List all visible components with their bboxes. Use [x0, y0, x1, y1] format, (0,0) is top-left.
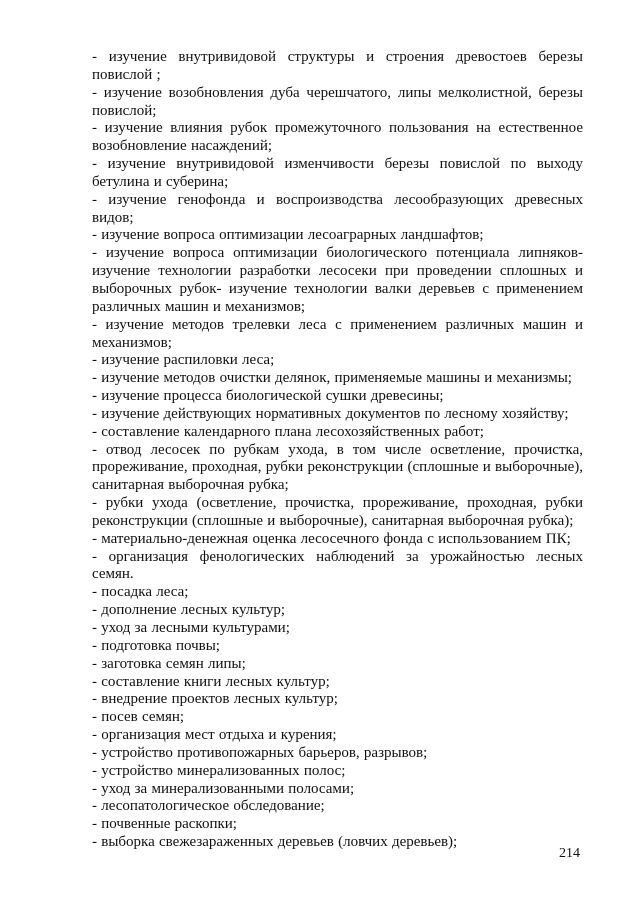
list-item: - выборка свежезараженных деревьев (ловчих деревьев);: [92, 834, 458, 851]
list-item: - уход за минерализованными полосами;: [92, 780, 355, 797]
list-item: - изучение возобновления дуба черешчатого, липы мелколистной, березы повислой;: [92, 84, 583, 119]
work-list: [92, 49, 583, 852]
list-item: - организация мест отдыха и курения;: [92, 727, 337, 744]
list-item: - лесопатологическое обследование;: [92, 798, 325, 815]
list-item: - устройство минерализованных полос;: [92, 762, 346, 779]
list-item: - уход за лесными культурами;: [92, 620, 290, 636]
list-item: - составление календарного плана лесохозяйственных работ;: [92, 423, 484, 440]
list-item: - изучение внутривидовой структуры и строения древостоев березы повислой ;: [92, 49, 583, 83]
list-item: - рубки ухода (осветление, прочистка, прореживание, проходная, рубки реконструкции (сплошные и выборочные), санитарная выборочная рубка);: [92, 495, 583, 529]
list-item: - изучение вопроса оптимизации биологического потенциала липняков-изучение технологии разработки лесосеки при проведении сплошных и выборочных рубок- изучение технологии валки деревьев с применением различных машин и механизмов;: [92, 245, 583, 315]
list-item: - подготовка почвы;: [92, 637, 220, 654]
list-item: - изучение процесса биологической сушки древесины;: [92, 388, 444, 405]
page-number: 214: [559, 846, 580, 861]
list-item: - отвод лесосек по рубкам ухода, в том числе осветление, прочистка, прореживание, проходная, рубки реконструкции (сплошные и выборочные), санитарная выборочная рубка;: [92, 441, 583, 494]
list-item: - посев семян;: [92, 709, 185, 726]
list-item: - изучение методов очистки делянок, применяемые машины и механизмы;: [92, 370, 572, 387]
list-item: - почвенные раскопки;: [92, 816, 237, 833]
list-item: - посадка леса;: [92, 584, 189, 601]
list-item: - изучение распиловки леса;: [92, 352, 275, 369]
list-item: - материально-денежная оценка лесосечного фонда с использованием ПК;: [92, 530, 571, 547]
list-item: - составление книги лесных культур;: [92, 673, 330, 690]
list-item: - дополнение лесных культур;: [92, 602, 286, 619]
list-item: - изучение действующих нормативных документов по лесному хозяйству;: [92, 405, 569, 422]
list-item: - изучение методов трелевки леса с применением различных машин и механизмов;: [92, 316, 583, 351]
list-item: - заготовка семян липы;: [92, 655, 246, 672]
list-item: - организация фенологических наблюдений за урожайностью лесных семян.: [92, 548, 583, 583]
list-item: - изучение вопроса оптимизации лесоаграрных ландшафтов;: [92, 227, 484, 244]
list-item: - изучение влияния рубок промежуточного пользования на естественное возобновление насаждений;: [92, 120, 583, 155]
list-item: - изучение внутривидовой изменчивости березы повислой по выходу бетулина и суберина;: [92, 156, 583, 190]
list-item: - изучение генофонда и воспроизводства лесообразующих древесных видов;: [92, 191, 583, 226]
list-item: - устройство противопожарных барьеров, разрывов;: [92, 744, 428, 761]
list-item: - внедрение проектов лесных культур;: [92, 691, 338, 708]
